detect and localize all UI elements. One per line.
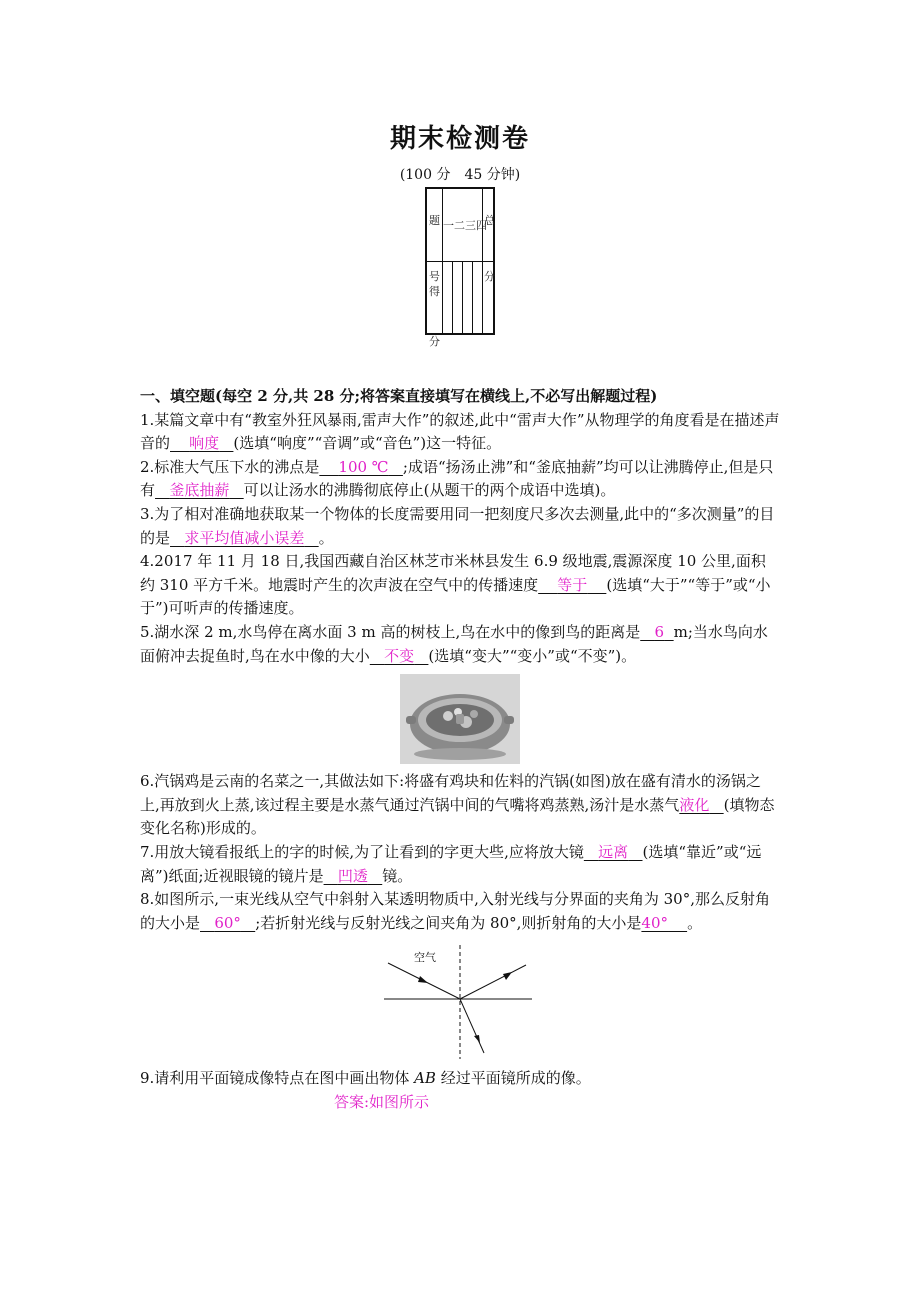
q5-answer-2 [370, 647, 429, 665]
reflected-arrow [503, 972, 512, 980]
q7-answer-1-text: 远离 [598, 842, 629, 861]
q7-answer-1 [584, 843, 643, 861]
score-col-2: 二 [454, 219, 465, 232]
q4-answer-text: 等于 [557, 575, 588, 594]
q6-answer-text: 液化 [679, 795, 710, 814]
question-4 [140, 550, 780, 621]
q8-text-c: 。 [687, 913, 703, 932]
score-col-1: 一 [443, 219, 454, 232]
q9-answer: 答案:如图所示 [334, 1092, 430, 1111]
q5-answer-1 [640, 623, 673, 641]
q1-answer-text: 响度 [189, 434, 220, 453]
q1-text-a: 1.某篇文章中有“教室外狂风暴雨,雷声大作”的叙述,此中“雷声大作”从物理学的角度看是在描述声音的 [140, 410, 780, 453]
q9-text-b: 经过平面镜所成的像。 [435, 1069, 591, 1088]
score-table-columns [443, 217, 487, 233]
q2-answer-1-text: 100 ℃ [338, 457, 389, 476]
q8-answer-2-text: 40° [641, 913, 669, 932]
question-8 [140, 888, 780, 935]
q5-text-a: 5.湖水深 2 m,水鸟停在离水面 3 m 高的树枝上,鸟在水中的像到鸟的距离是 [140, 622, 641, 641]
q1-answer [170, 434, 233, 452]
refracted-arrow [474, 1035, 480, 1043]
q8-answer-2 [641, 914, 687, 932]
q2-text-c: 可以让汤水的沸腾彻底停止(从题干的两个成语中选填)。 [243, 481, 616, 500]
q2-text-b: ;成语“扬汤止沸”和“釜底抽薪”均可以让沸腾停止,但是只有 [140, 457, 774, 500]
q7-answer-2-text: 凹透 [337, 866, 368, 885]
q2-answer-2 [155, 481, 244, 499]
q3-text-b: 。 [318, 528, 334, 547]
q3-text-a: 3.为了相对准确地获取某一个物体的长度需要用同一把刻度尺多次去测量,此中的“多次测量”的目的是 [140, 504, 775, 547]
question-2 [140, 456, 780, 503]
q6-text-a: 6.汽锅鸡是云南的名菜之一,其做法如下:将盛有鸡块和佐料的汽锅(如图)放在盛有清水的汤锅之上,再放到火上蒸,该过程主要是水蒸气通过汽锅中间的气嘴将鸡蒸熟,汤汁是水蒸气 [140, 772, 761, 814]
q3-answer-text: 求平均值减小误差 [184, 528, 305, 547]
question-content [140, 385, 780, 1114]
q2-text-a: 2.标准大气压下水的沸点是 [140, 457, 320, 476]
q1-text-b: (选填“响度”“音调”或“音色”)这一特征。 [233, 434, 502, 453]
score-table-label-zongfen: 总分 [484, 214, 495, 283]
q8-text-b: ;若折射光线与反射光线之间夹角为 80°,则折射角的大小是 [255, 913, 642, 932]
question-3 [140, 503, 780, 550]
q2-answer-1 [319, 458, 403, 476]
q8-answer-1-text: 60° [214, 913, 241, 932]
incident-arrow [418, 976, 428, 983]
score-col-3: 三 [465, 219, 476, 232]
score-table-label-tihao: 题号 [429, 214, 440, 283]
q7-text-b: (选填“靠近”或“远离”)纸面;近视眼镜的镜片是 [140, 842, 762, 885]
q4-text-a: 4.2017 年 11 月 18 日,我国西藏自治区林芝市米林县发生 6.9 级地震,震源深度 10 公里,面积约 310 平方千米。地震时产生的次声波在空气中的传播速度 [140, 552, 766, 594]
question-9 [140, 1067, 780, 1091]
air-label: 空气 [414, 951, 436, 965]
question-5 [140, 621, 780, 668]
q5-text-b: m;当水鸟向水面俯冲去捉鱼时,鸟在水中像的大小 [140, 622, 768, 665]
steam-pot-photo [400, 674, 520, 764]
page-subtitle: (100 分 45 分钟) [399, 167, 521, 183]
q3-answer [170, 529, 319, 547]
refraction-diagram [376, 943, 536, 1061]
score-table-label-defen: 得分 [429, 285, 440, 348]
q4-answer [538, 576, 606, 594]
q6-answer [679, 796, 723, 814]
refracted-ray [460, 999, 484, 1053]
q5-answer-1-text: 6 [654, 622, 665, 641]
q5-answer-2-text: 不变 [384, 646, 415, 665]
question-7 [140, 841, 780, 888]
q7-text-c: 镜。 [382, 866, 413, 885]
q7-text-a: 7.用放大镜看报纸上的字的时候,为了让看到的字更大些,应将放大镜 [140, 842, 584, 861]
q9-text-a: 9.请利用平面镜成像特点在图中画出物体 [140, 1069, 415, 1088]
q8-answer-1 [200, 914, 255, 932]
page-title: 期末检测卷 [389, 124, 530, 154]
section-heading: 一、填空题(每空 2 分,共 28 分;将答案直接填写在横线上,不必写出解题过程) [140, 387, 658, 405]
q9-object-label: AB [414, 1069, 436, 1088]
q2-answer-2-text: 釜底抽薪 [169, 481, 230, 500]
question-1 [140, 409, 780, 456]
q5-text-c: (选填“变大”“变小”或“不变”)。 [428, 646, 637, 665]
score-col-4: 四 [476, 219, 487, 232]
q7-answer-2 [324, 867, 383, 885]
score-table [425, 187, 495, 348]
question-6 [140, 770, 780, 841]
q6-text-b: (填物态变化名称)形成的。 [140, 795, 775, 838]
q8-text-a: 8.如图所示,一束光线从空气中斜射入某透明物质中,入射光线与分界面的夹角为 30°,那么反射角的大小是 [140, 890, 770, 932]
reflected-ray [460, 965, 526, 999]
q4-text-b: (选填“大于”“等于”或“小于”)可听声的传播速度。 [140, 575, 771, 618]
